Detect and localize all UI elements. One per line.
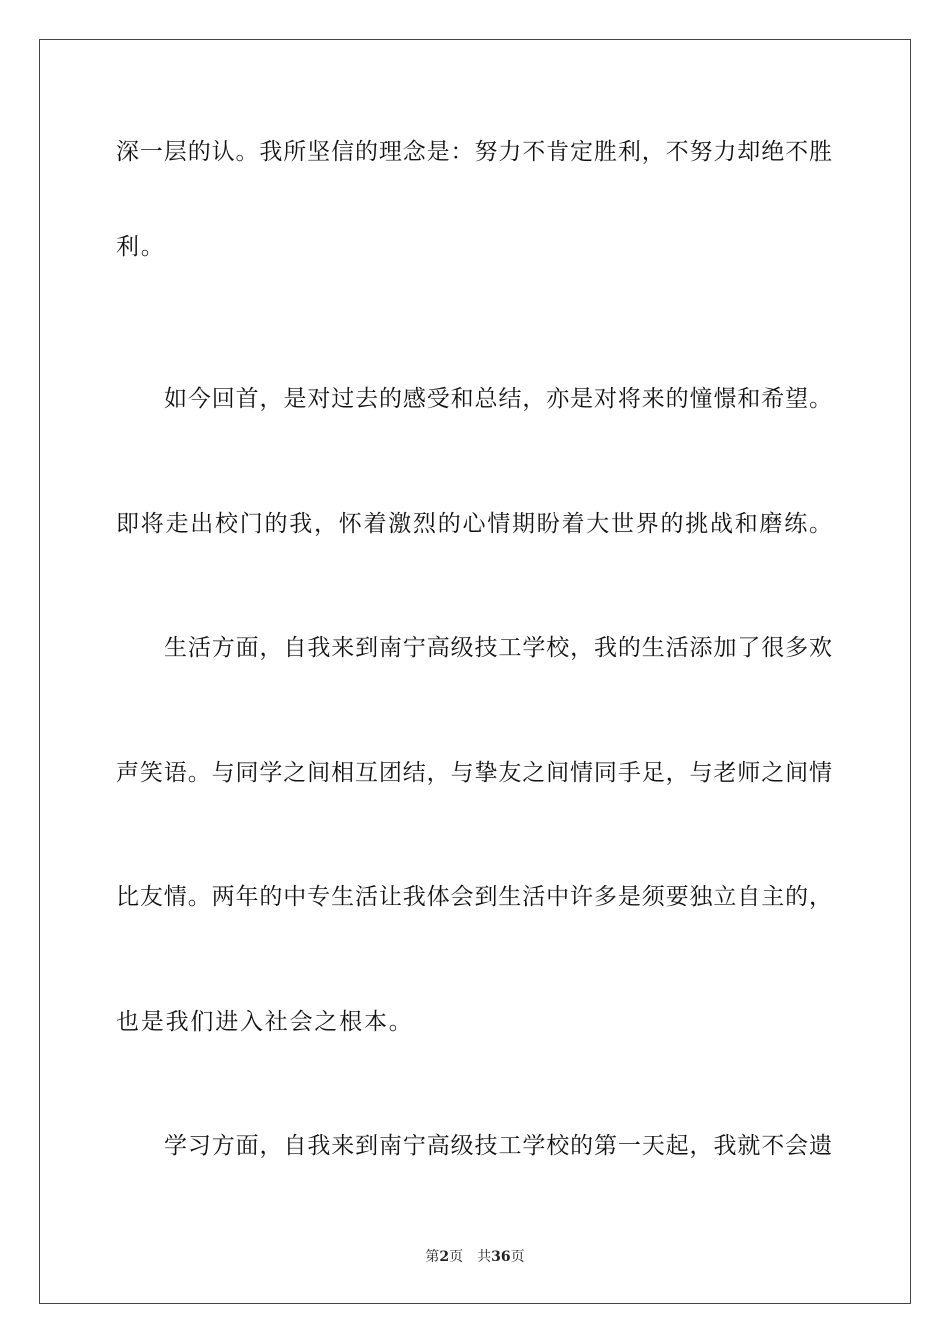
page-footer bbox=[0, 1247, 950, 1267]
total-prefix: 共 bbox=[477, 1249, 492, 1265]
text-line-6: 声笑语。与同学之间相互团结，与挚友之间情同手足，与老师之间情 bbox=[116, 760, 832, 786]
total-pages: 36 bbox=[491, 1249, 511, 1265]
page-prefix: 第 bbox=[425, 1249, 440, 1265]
total-suffix: 页 bbox=[510, 1249, 525, 1265]
text-line-8: 也是我们进入社会之根本。 bbox=[116, 1009, 414, 1035]
text-line-5: 生活方面，自我来到南宁高级技工学校，我的生活添加了很多欢 bbox=[164, 635, 832, 661]
text-line-4: 即将走出校门的我，怀着激烈的心情期盼着大世界的挑战和磨练。 bbox=[116, 511, 832, 537]
page-suffix: 页 bbox=[449, 1249, 464, 1265]
text-line-3: 如今回首，是对过去的感受和总结，亦是对将来的憧憬和希望。 bbox=[164, 386, 832, 412]
page-border bbox=[39, 39, 911, 1304]
text-line-7: 比友情。两年的中专生活让我体会到生活中许多是须要独立自主的， bbox=[116, 884, 832, 910]
text-line-9: 学习方面，自我来到南宁高级技工学校的第一天起，我就不会遗 bbox=[164, 1133, 832, 1159]
text-line-2: 利。 bbox=[116, 234, 166, 260]
page-number: 2 bbox=[439, 1249, 450, 1265]
text-line-1: 深一层的认。我所坚信的理念是：努力不肯定胜利，不努力却绝不胜 bbox=[116, 139, 832, 165]
